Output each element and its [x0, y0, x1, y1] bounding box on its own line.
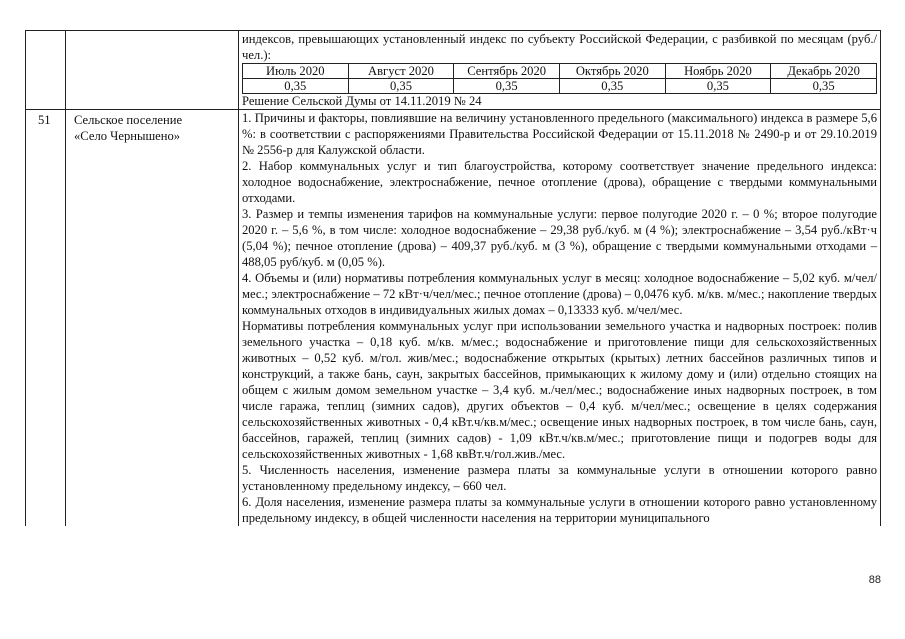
details-cell: [239, 31, 881, 110]
row-number: 51: [26, 110, 66, 527]
table-row-continued: [26, 31, 881, 110]
settlement-name-line2: «Село Чернышено»: [74, 129, 181, 143]
month-header: Июль 2020: [243, 64, 349, 79]
tariff-table: [25, 30, 881, 526]
month-header: Ноябрь 2020: [665, 64, 771, 79]
month-value: 0,35: [665, 79, 771, 94]
paragraph-5: 5. Численность населения, изменение размера платы за коммунальные услуги в отношении которого равно установленному предельному индексу, – 660 чел.: [242, 463, 877, 493]
month-header: Август 2020: [348, 64, 454, 79]
settlement-name-cell: [66, 110, 239, 527]
month-value: 0,35: [243, 79, 349, 94]
decision-text: Решение Сельской Думы от 14.11.2019 № 24: [242, 94, 482, 108]
months-intro-text: индексов, превышающих установленный индекс по субъекту Российской Федерации, с разбивкой по месяцам (руб./чел.):: [242, 32, 877, 62]
paragraph-2: 2. Набор коммунальных услуг и тип благоустройства, которому соответствует значение предельного индекса: холодное водоснабжение, электроснабжение, печное отопление (дрова), обращение с твердыми коммунальными отходами.: [242, 159, 877, 205]
month-value: 0,35: [454, 79, 560, 94]
settlement-cell-empty: [66, 31, 239, 110]
month-value: 0,35: [559, 79, 665, 94]
page-number: 88: [868, 574, 881, 586]
paragraph-1: 1. Причины и факторы, повлиявшие на величину установленного предельного (максимального) индекса в размере 5,6 %: в соответствии с распоряжениями Правительства Российской Федерации от 15.11.2018 № 2490-р и от 29.10.2019 № 2556-р для Калужской области.: [242, 111, 877, 157]
month-value: 0,35: [348, 79, 454, 94]
paragraph-4: 4. Объемы и (или) нормативы потребления коммунальных услуг в месяц: холодное водоснабжение – 5,02 куб. м/чел/мес.; электроснабжение – 72 кВт·ч/чел/мес.; печное отопление (дрова) – 0,0476 куб. м/кв. м/мес.; накопление твердых коммунальных отходов в индивидуальных жилых домах – 0,13333 куб. м/чел/мес.: [242, 271, 877, 317]
month-header: Декабрь 2020: [771, 64, 877, 79]
monthly-index-table: [242, 63, 877, 94]
row-number-cell-empty: [26, 31, 66, 110]
paragraph-norms: Нормативы потребления коммунальных услуг при использовании земельного участка и надворных построек: полив земельного участка – 0,18 куб. м/кв. м/мес.; водоснабжение и приготовление пищи для сельскохозяйственных животных – 0,52 куб. м/гол. жив/мес.; водоснабжение открытых (крытых) летних бассейнов различных типов и конструкций, а также бань, саун, закрытых бассейнов, примыкающих к жилому дому и (или) отдельно стоящих на общем с жилым домом земельном участке – 3,4 куб. м./чел/мес.; водоснабжение иных надворных построек, в том числе гаража, теплиц (зимних садов), других объектов – 0,4 куб. м/чел/мес.; освещение в целях содержания сельскохозяйственных животных - 0,4 кВт.ч/кв.м/мес.; освещение иных надворных построек, в том числе бань, саун, бассейнов, гаражей, теплиц (зимних садов) - 1,09 кВт.ч/кв.м/мес.; приготовление пищи и подогрев воды для сельскохозяйственных животных - 1,68 квВт.ч/гол.жив./мес.: [242, 319, 877, 461]
settlement-details-cell: [239, 110, 881, 527]
settlement-name-line1: Сельское поселение: [74, 113, 183, 127]
months-header-row: [243, 64, 877, 79]
month-header: Сентябрь 2020: [454, 64, 560, 79]
table-row-51: [26, 110, 881, 527]
paragraph-3: 3. Размер и темпы изменения тарифов на коммунальные услуги: первое полугодие 2020 г. – 0 %; второе полугодие 2020 г. – 5,6 %, в том числе: холодное водоснабжение – 29,38 руб./куб. м (4 %); электроснабжение – 3,54 руб./кВт·ч (5,04 %); печное отопление (дрова) – 409,37 руб./куб. м (3 %), обращение с твердыми коммунальными отходами – 488,05 руб/куб. м (0,05 %).: [242, 207, 877, 269]
month-value: 0,35: [771, 79, 877, 94]
months-values-row: [243, 79, 877, 94]
month-header: Октябрь 2020: [559, 64, 665, 79]
paragraph-6: 6. Доля населения, изменение размера платы за коммунальные услуги в отношении которого равно установленному предельному индексу, в общей численности населения на территории муниципального: [242, 495, 877, 525]
